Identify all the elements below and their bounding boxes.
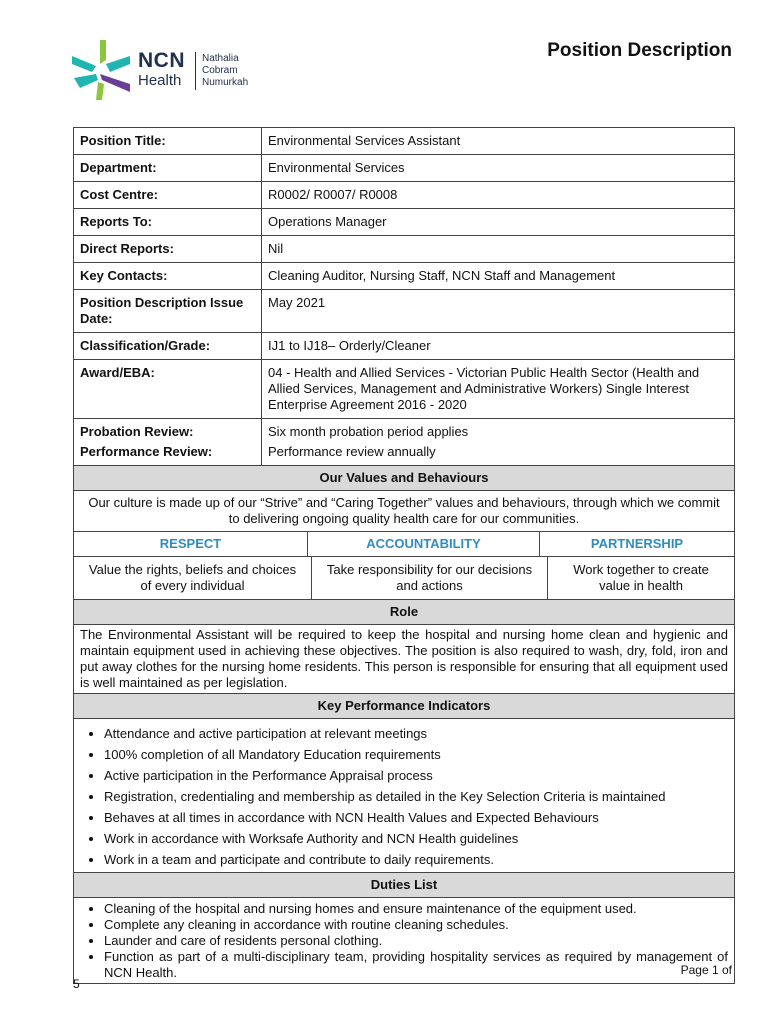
list-item: • Work in accordance with Worksafe Authority and NCN Health guidelines <box>104 828 728 849</box>
list-item: • Work in a team and participate and contribute to daily requirements. <box>104 849 728 870</box>
logo-line-numurkah: Numurkah <box>202 77 249 88</box>
duties-list <box>74 898 734 983</box>
duties-heading: Duties List <box>74 873 734 898</box>
values-heading: Our Values and Behaviours <box>74 466 734 491</box>
label: Department: <box>74 155 262 181</box>
value-respect-heading: RESPECT <box>74 532 308 556</box>
logo-brand: NCN <box>138 49 185 72</box>
kpi-list <box>74 719 734 873</box>
row-department <box>74 155 734 182</box>
value: 04 - Health and Allied Services - Victorian Public Health Sector (Health and Allied Services, Management and Administrative Workers) Single Interest Enterprise Agreement 2016 - 2020 <box>268 365 700 412</box>
label: Reports To: <box>74 209 262 235</box>
row-key-contacts <box>74 263 734 290</box>
value: Nil <box>268 241 284 256</box>
row-reviews <box>74 419 734 466</box>
value: Environmental Services Assistant <box>268 133 461 148</box>
list-item: • Complete any cleaning in accordance with routine cleaning schedules. <box>104 917 728 933</box>
label: Key Contacts: <box>74 263 262 289</box>
row-position-title <box>74 128 734 155</box>
logo-line-nathalia: Nathalia <box>202 53 239 64</box>
review-labels <box>74 419 262 465</box>
value-accountability-text: Take responsibility for our decisions and actions <box>312 557 548 599</box>
role-text: The Environmental Assistant will be required to keep the hospital and nursing home clean and hygienic and maintain equipment used in achieving these objectives. The position is also required to wash, dry, fold, iron and put away clothes for the nursing home residents. This person is responsible for ensuring that all equipment used is well maintained as per legislation. <box>74 625 734 694</box>
row-reports-to <box>74 209 734 236</box>
value: May 2021 <box>268 295 326 310</box>
list-item: • Function as part of a multi-disciplinary team, providing hospitality services as required by management of NCN Health. <box>104 949 728 981</box>
value-partnership-heading: PARTNERSHIP <box>590 536 684 551</box>
row-award <box>74 360 734 419</box>
list-item: • Attendance and active participation at relevant meetings <box>104 723 728 744</box>
logo-line-cobram: Cobram <box>202 65 238 76</box>
label: Award/EBA: <box>74 360 262 418</box>
list-item: • Cleaning of the hospital and nursing homes and ensure maintenance of the equipment used. <box>104 901 728 917</box>
value-respect-text: Value the rights, beliefs and choices of every individual <box>74 557 312 599</box>
row-direct-reports <box>74 236 734 263</box>
page-total: 5 <box>73 977 80 991</box>
page-number-text: Page 1 of <box>680 963 732 977</box>
row-classification <box>74 333 734 360</box>
list-item: • Behaves at all times in accordance with NCN Health Values and Expected Behaviours <box>104 807 728 828</box>
logo-health: Health <box>138 72 182 89</box>
ncn-health-logo <box>70 38 270 102</box>
value: Operations Manager <box>268 214 387 229</box>
value: IJ1 to IJ18– Orderly/Cleaner <box>268 338 431 353</box>
logo-divider <box>195 52 196 90</box>
list-item: • 100% completion of all Mandatory Education requirements <box>104 744 728 765</box>
row-cost-centre <box>74 182 734 209</box>
values-intro: Our culture is made up of our “Strive” and “Caring Together” values and behaviours, through which we commit to delivering ongoing quality health care for our communities. <box>74 491 734 532</box>
values-headers <box>74 532 734 557</box>
performance-label: Performance Review: <box>80 444 213 459</box>
position-table <box>73 127 735 984</box>
page-title: Position Description <box>547 40 732 61</box>
row-issue-date <box>74 290 734 333</box>
value-accountability-heading: ACCOUNTABILITY <box>308 532 540 556</box>
performance-value: Performance review annually <box>268 444 436 459</box>
role-heading: Role <box>74 600 734 625</box>
label: Position Title: <box>74 128 262 154</box>
label: Position Description Issue Date: <box>74 290 262 332</box>
list-item: • Active participation in the Performance Appraisal process <box>104 765 728 786</box>
label: Direct Reports: <box>74 236 262 262</box>
probation-value: Six month probation period applies <box>268 424 469 439</box>
value: R0002/ R0007/ R0008 <box>268 187 398 202</box>
value: Cleaning Auditor, Nursing Staff, NCN Staff and Management <box>268 268 616 283</box>
label: Classification/Grade: <box>74 333 262 359</box>
values-descriptions <box>74 557 734 600</box>
probation-label: Probation Review: <box>80 424 194 439</box>
value: Environmental Services <box>268 160 405 175</box>
list-item: • Registration, credentialing and membership as detailed in the Key Selection Criteria is maintained <box>104 786 728 807</box>
review-values <box>262 419 734 465</box>
logo-mark-icon <box>70 38 136 102</box>
value-partnership-text: Work together to create value in health <box>573 562 709 593</box>
list-item: • Launder and care of residents personal clothing. <box>104 933 728 949</box>
kpi-heading: Key Performance Indicators <box>74 694 734 719</box>
label: Cost Centre: <box>74 182 262 208</box>
